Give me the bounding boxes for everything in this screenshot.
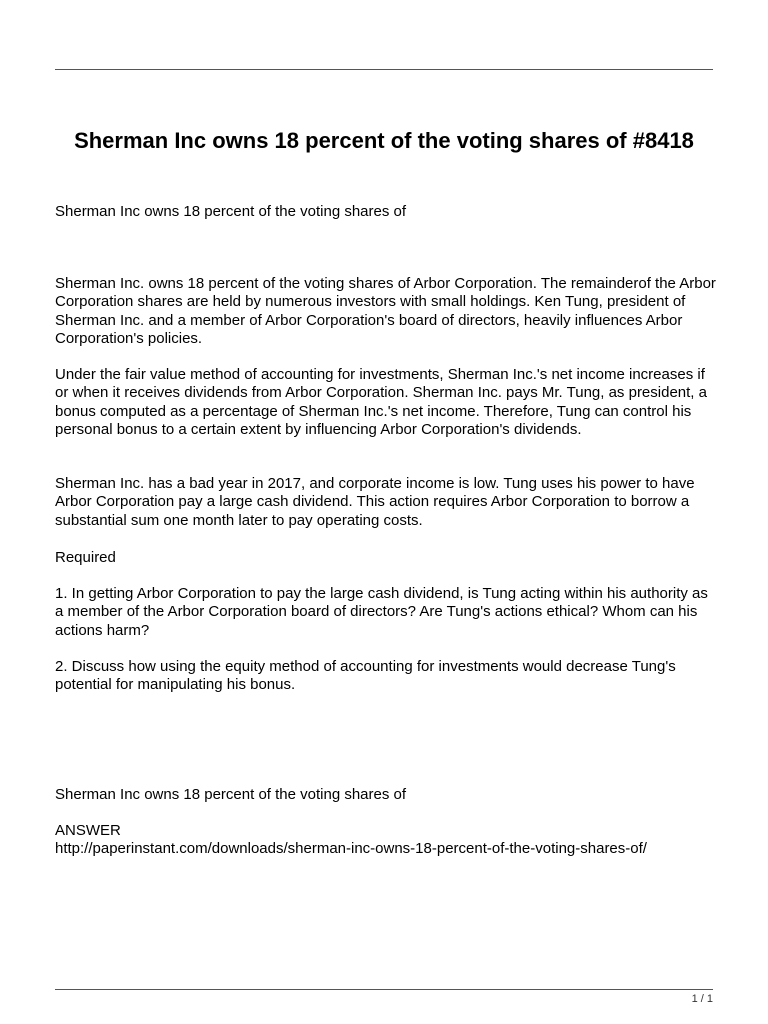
required-label: Required	[55, 549, 116, 566]
top-divider	[55, 69, 713, 70]
document-subtitle: Sherman Inc owns 18 percent of the voting shares of	[55, 203, 407, 220]
body-paragraph: Sherman Inc. owns 18 percent of the voting shares of Arbor Corporation. The remainderof the Arbor Corporation shares are held by numerous investors with small holdings. Ken Tung, president of Sherman Inc. and a member of Arbor Corporation's board of directors, heavily influences Arbor Corporation's policies.	[55, 275, 716, 348]
page-number: 1 / 1	[691, 993, 713, 1005]
question-item: 1. In getting Arbor Corporation to pay the large cash dividend, is Tung acting within his authority as a member of the Arbor Corporation board of directors? Are Tung's actions ethical? Whom can his actions harm?	[55, 585, 708, 639]
answer-label: ANSWER	[55, 822, 121, 839]
answer-link[interactable]: http://paperinstant.com/downloads/sherman-inc-owns-18-percent-of-the-voting-shares-of/	[55, 840, 647, 857]
body-paragraph: Under the fair value method of accounting for investments, Sherman Inc.'s net income increases if or when it receives dividends from Arbor Corporation. Sherman Inc. pays Mr. Tung, as president, a bonus computed as a percentage of Sherman Inc.'s net income. Therefore, Tung can control his personal bonus to a certain extent by influencing Arbor Corporation's dividends.	[55, 366, 707, 439]
page-title: Sherman Inc owns 18 percent of the voting shares of #8418	[74, 128, 694, 153]
footer-title: Sherman Inc owns 18 percent of the voting shares of	[55, 786, 407, 803]
body-paragraph: Sherman Inc. has a bad year in 2017, and corporate income is low. Tung uses his power to have Arbor Corporation pay a large cash dividend. This action requires Arbor Corporation to borrow a substantial sum one month later to pay operating costs.	[55, 475, 695, 529]
question-item: 2. Discuss how using the equity method of accounting for investments would decrease Tung's potential for manipulating his bonus.	[55, 658, 676, 694]
bottom-divider	[55, 989, 713, 990]
